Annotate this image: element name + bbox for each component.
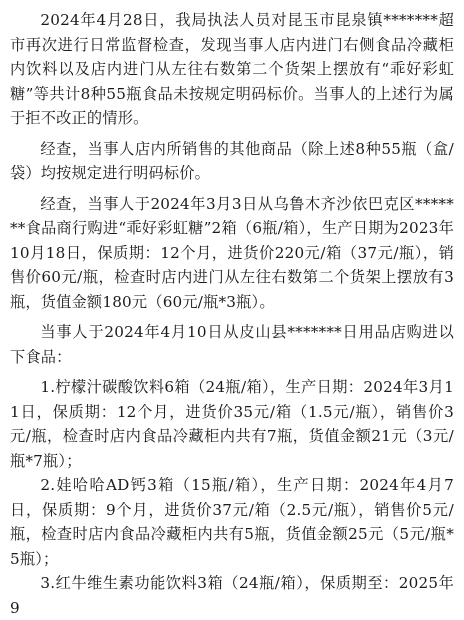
list-item-wahaha-ad: 2.娃哈哈AD钙3箱（15瓶/箱），生产日期：2024年4月7日，保质期：9个月，进货价37元/箱（2.5元/瓶），销售价5元/瓶，检查时店内食品冷藏柜内共有5瓶，货值金额25元（5元/瓶*5瓶）； — [10, 476, 454, 568]
paragraph-inspection-finding: 2024年4月28日，我局执法人员对昆玉市昆泉镇*******超市再次进行日常监督检查，发现当事人店内进门右侧食品冷藏柜内饮料以及店内进门从左往右数第二个货架上摆放有“乖好彩虹糖”等共计8种55瓶食品未按规定明码标价。当事人的上述行为属于拒不改正的情形。 — [10, 11, 454, 127]
paragraph-pishan-purchase: 当事人于2024年4月10日从皮山县*******日用品店购进以下食品： — [10, 323, 454, 366]
paragraph-other-goods: 经查，当事人店内所销售的其他商品（除上述8种55瓶（盒/袋）均按规定进行明码标价。 — [10, 139, 454, 182]
paragraph-candy-purchase: 经查，当事人于2024年3月3日从乌鲁木齐沙依巴克区*******食品商行购进“乖好彩虹糖”2箱（6瓶/箱），生产日期为2023年10月18日，保质期：12个月，进货价220元/箱（37元/瓶），销售价60元/瓶，检查时店内进门从左往右数第二个货架上摆放有3瓶，货值金额180元（60元/瓶*3瓶）。 — [10, 194, 454, 311]
list-item-redbull: 3.红牛维生素功能饮料3箱（24瓶/箱），保质期至：2025年9 — [10, 574, 454, 617]
list-item-lemon-soda: 1.柠檬汁碳酸饮料6箱（24瓶/箱），生产日期：2024年3月11日，保质期：12个月，进货价35元/箱（1.5元/瓶），销售价3元/瓶，检查时店内食品冷藏柜内共有7瓶，货值金额21元（3元/瓶*7瓶）； — [10, 378, 454, 470]
